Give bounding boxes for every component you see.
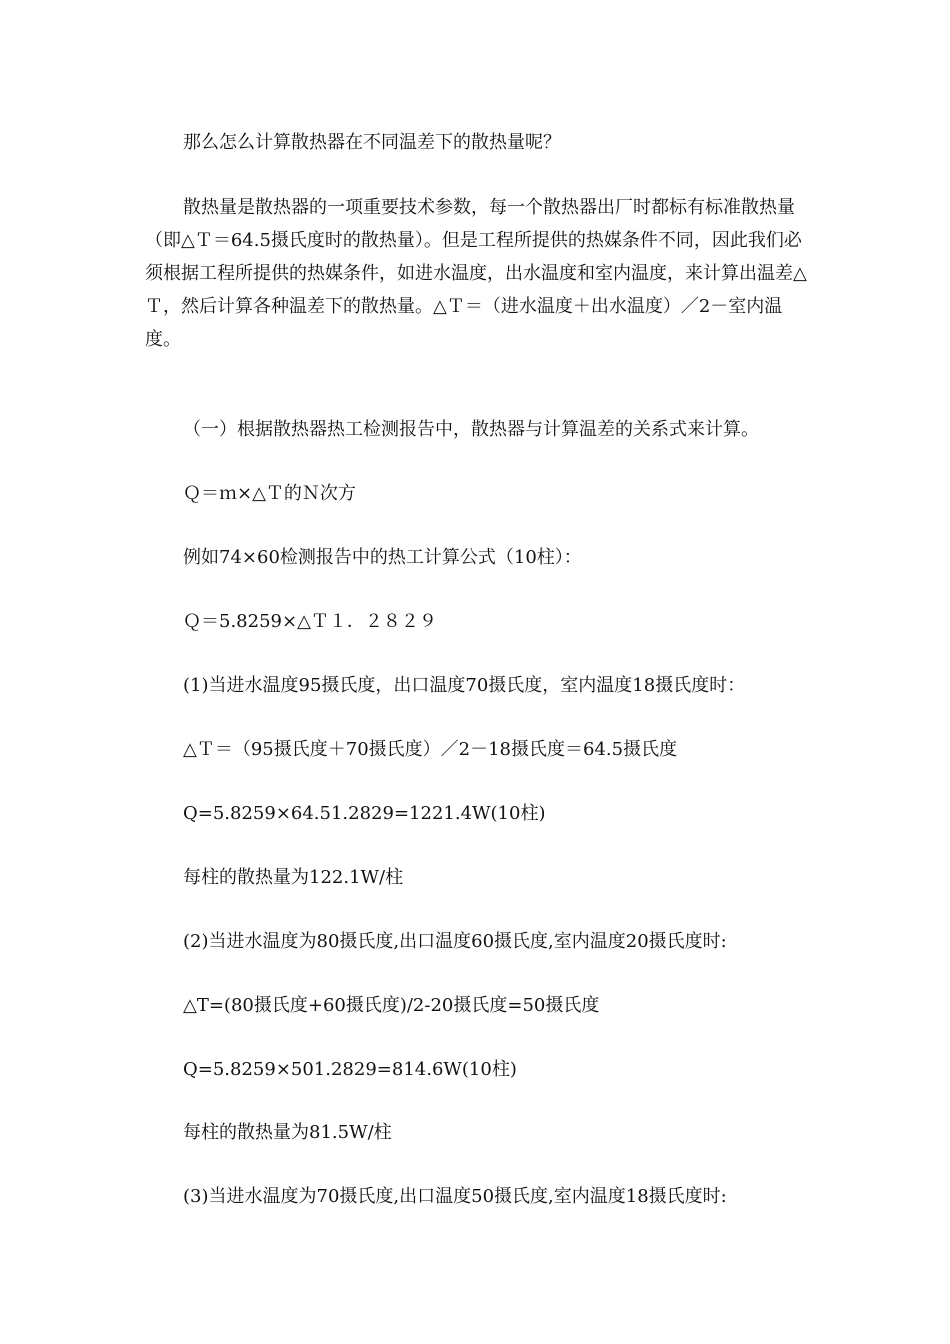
intro-paragraph-text: 散热量是散热器的一项重要技术参数，每一个散热器出厂时都标有标准散热量（即△Ｔ＝64.5摄氏度时的散热量）。但是工程所提供的热媒条件不同，因此我们必须根据工程所提供的热媒条件，如进水温度，出水温度和室内温度，来计算出温差△Ｔ，然后计算各种温差下的散热量。△Ｔ＝（进水温度＋出水温度）／2－室内温度。 (145, 197, 807, 350)
formula-example: Ｑ＝5.8259×△Ｔ１．２８２９ (183, 611, 437, 632)
example-intro: 例如74×60检测报告中的热工计算公式（10柱）： (183, 547, 582, 568)
intro-paragraph (145, 191, 817, 356)
question-line: 那么怎么计算散热器在不同温差下的散热量呢？ (183, 132, 561, 153)
case2-condition: (2)当进水温度为80摄氏度,出口温度60摄氏度,室内温度20摄氏度时: (183, 931, 727, 952)
section-heading: （一）根据散热器热工检测报告中，散热器与计算温差的关系式来计算。 (183, 419, 759, 440)
case2-per-column: 每柱的散热量为81.5W/柱 (183, 1122, 392, 1143)
case1-q: Q=5.8259×64.51.2829=1221.4W(10柱) (183, 803, 546, 824)
case2-delta: △T=(80摄氏度+60摄氏度)/2-20摄氏度=50摄氏度 (183, 995, 600, 1016)
case2-q: Q=5.8259×501.2829=814.6W(10柱) (183, 1059, 517, 1080)
case1-per-column: 每柱的散热量为122.1W/柱 (183, 867, 404, 888)
formula-general: Ｑ＝ｍ×△Ｔ的Ｎ次方 (183, 483, 356, 504)
case1-condition: (1)当进水温度95摄氏度，出口温度70摄氏度，室内温度18摄氏度时： (183, 675, 746, 696)
case3-condition: (3)当进水温度为70摄氏度,出口温度50摄氏度,室内温度18摄氏度时: (183, 1186, 727, 1207)
case1-delta: △Ｔ＝（95摄氏度＋70摄氏度）／2－18摄氏度＝64.5摄氏度 (183, 739, 678, 760)
